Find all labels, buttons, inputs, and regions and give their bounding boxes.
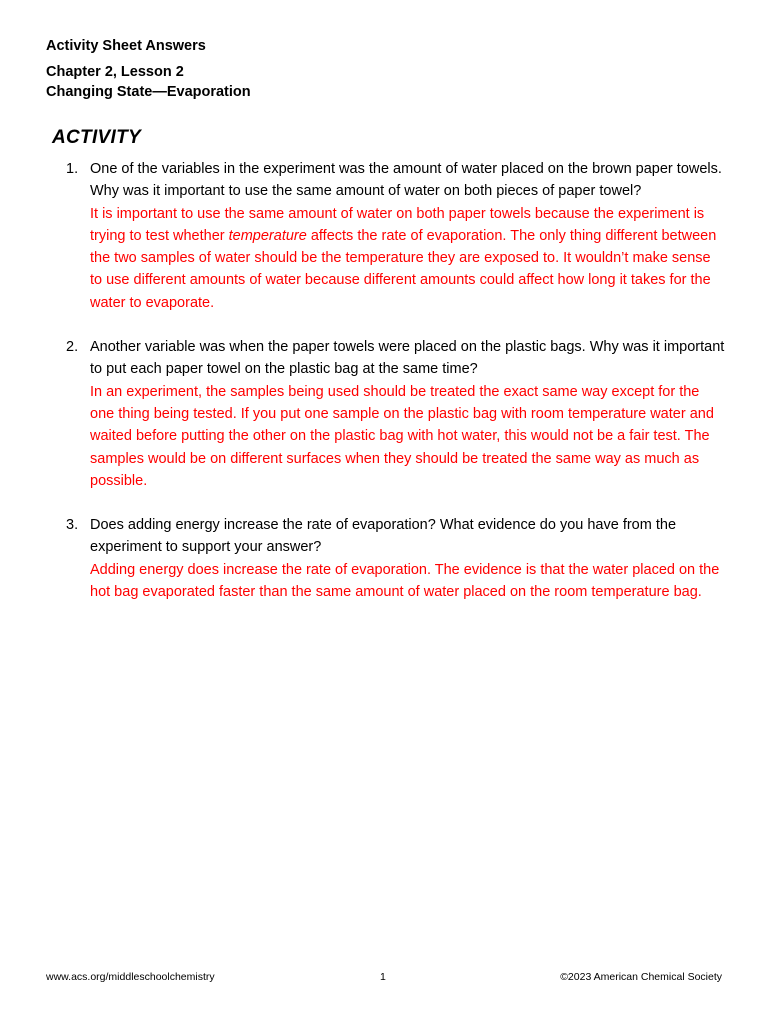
question-text: One of the variables in the experiment was the amount of water placed on the brown paper towels. Why was it important to use the same amount of water on both pieces of paper towel? — [90, 161, 722, 200]
question-number: 1. — [66, 161, 79, 177]
question-number: 3. — [66, 517, 79, 534]
footer-url-link[interactable]: www.acs.org/middleschoolchemistry — [46, 971, 215, 983]
footer-page-number: 1 — [380, 971, 386, 983]
question-item-2 — [66, 336, 726, 492]
answer-text — [90, 203, 726, 314]
footer-copyright: ©2023 American Chemical Society — [560, 971, 722, 983]
answer-text: In an experiment, the samples being used should be treated the exact same way except for the one thing being tested. If you put one sample on the plastic bag with room temperature water and waited before putting the other on the plastic bag with hot water, this would not be a fair test. The samples would be on different surfaces when they should be treated the same way as much as possible. — [90, 383, 714, 489]
section-title: ACTIVITY — [52, 127, 141, 148]
question-item-1 — [66, 158, 726, 314]
answer-emphasis: temperature — [228, 227, 307, 244]
question-list — [66, 158, 726, 603]
header-chapter: Chapter 2, Lesson 2 — [46, 64, 184, 80]
question-text: Does adding energy increase the rate of evaporation? What evidence do you have from the experiment to support your answer? — [90, 517, 677, 556]
answer-part: It is important to use the same amount of water on both paper towels because the experiment is trying to test whether — [90, 205, 705, 244]
answer-part: affects the rate of evaporation. The only thing different between the two samples of water should be the temperature they are exposed to. It wouldn’t make sense to use different amounts of water because different amounts could affect how long it takes for the water to evaporate. — [90, 227, 717, 311]
header-lesson: Changing State—Evaporation — [46, 84, 251, 100]
header-title: Activity Sheet Answers — [46, 38, 206, 54]
question-item-3 — [66, 514, 726, 603]
question-number: 2. — [66, 339, 79, 356]
document-header — [46, 36, 251, 102]
question-text: Another variable was when the paper towels were placed on the plastic bags. Why was it important to put each paper towel on the plastic bag at the same time? — [90, 339, 725, 378]
answer-text: Adding energy does increase the rate of evaporation. The evidence is that the water placed on the hot bag evaporated faster than the same amount of water placed on the room temperature bag. — [90, 561, 720, 601]
